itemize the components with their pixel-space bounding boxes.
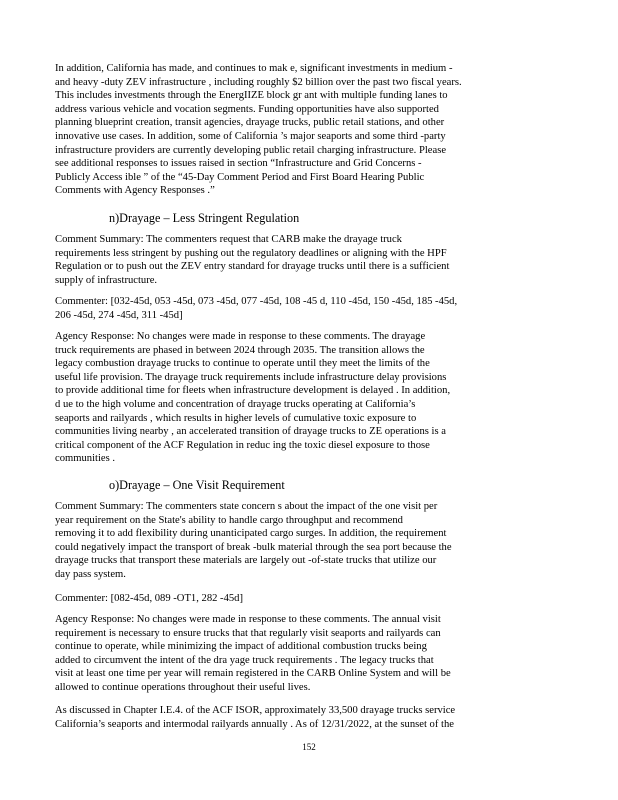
- text-line: added to circumvent the intent of the dra yage truck requirements . The legacy trucks that: [55, 654, 434, 666]
- text-line: seaports and railyards , which results in higher levels of cumulative toxic exposure to: [55, 412, 417, 424]
- text-line: 206 -45d, 274 -45d, 311 -45d]: [55, 309, 183, 321]
- commenter-list: [55, 592, 560, 606]
- text-line: legacy combustion drayage trucks to continue to operate until they meet the limits of the: [55, 358, 430, 370]
- text-line: and heavy -duty ZEV infrastructure , including roughly $2 billion over the past two fiscal years.: [55, 76, 462, 88]
- text-line: day pass system.: [55, 568, 126, 580]
- section-heading-drayage-less-stringent: n)Drayage – Less Stringent Regulation: [109, 211, 300, 225]
- text-line: useful life provision. The drayage truck requirements include infrastructure delay provisions: [55, 371, 447, 383]
- text-line: Comments with Agency Responses .”: [55, 185, 215, 197]
- text-line: address various vehicle and vocation segments. Funding opportunities have also supported: [55, 103, 439, 115]
- text-line: truck requirements are phased in between 2024 through 2035. The transition allows the: [55, 344, 425, 356]
- text-line: Commenter: [082-45d, 089 -OT1, 282 -45d]: [55, 593, 244, 604]
- text-line: requirement is necessary to ensure trucks that that regularly visit seaports and railyards can: [55, 627, 441, 639]
- text-line: planning blueprint creation, transit agencies, drayage trucks, public retail stations, and other: [55, 117, 445, 129]
- text-line: California’s seaports and intermodal railyards annually . As of 12/31/2022, at the sunset of the: [55, 718, 454, 730]
- text-line: Agency Response: No changes were made in response to these comments. The drayage: [55, 331, 426, 342]
- text-line: Comment Summary: The commenters state concern s about the impact of the one visit per: [55, 501, 438, 512]
- text-line: communities .: [55, 453, 116, 465]
- text-line: see additional responses to issues raised in section “Infrastructure and Grid Concerns -: [55, 158, 422, 170]
- text-line: Commenter: [032-45d, 053 -45d, 073 -45d, 077 -45d, 108 -45 d, 110 -45d, 150 -45d, 185 -45d,: [55, 296, 458, 307]
- text-line: d ue to the high volume and concentration of drayage trucks operating at California’s: [55, 398, 416, 410]
- agency-response-paragraph: [55, 613, 560, 695]
- agency-response-paragraph: [55, 330, 560, 466]
- text-line: drayage trucks that transport these materials are largely out -of-state trucks that utilize our: [55, 555, 437, 567]
- text-line: supply of infrastructure.: [55, 274, 158, 286]
- section-heading-drayage-one-visit: o)Drayage – One Visit Requirement: [109, 478, 285, 492]
- comment-summary-paragraph: [55, 233, 560, 287]
- text-line: communities living nearby , an accelerated transition of drayage trucks to ZE operations is a: [55, 426, 446, 438]
- text-line: infrastructure providers are currently developing public retail charging infrastructure. Please: [55, 144, 447, 156]
- text-line: continue to operate, while minimizing the impact of additional combustion trucks being: [55, 641, 427, 653]
- text-line: visit at least one time per year will remain registered in the CARB Online System and will be: [55, 668, 451, 680]
- text-line: Regulation or to push out the ZEV entry standard for drayage trucks until there is a sufficient: [55, 261, 450, 273]
- text-line: innovative use cases. In addition, some of California ’s major seaports and some third -party: [55, 130, 446, 142]
- text-line: As discussed in Chapter I.E.4. of the ACF ISOR, approximately 33,500 drayage trucks service: [55, 705, 456, 716]
- closing-paragraph: [55, 704, 560, 731]
- text-line: In addition, California has made, and continues to mak e, significant investments in medium -: [55, 63, 453, 74]
- text-line: Comment Summary: The commenters request that CARB make the drayage truck: [55, 234, 402, 245]
- text-line: Publicly Access ible ” of the “45-Day Comment Period and First Board Hearing Public: [55, 171, 425, 183]
- text-line: Agency Response: No changes were made in response to these comments. The annual visit: [55, 614, 441, 625]
- text-line: could negatively impact the transport of break -bulk material through the sea port because the: [55, 541, 452, 553]
- intro-paragraph: [55, 62, 560, 198]
- comment-summary-paragraph: [55, 500, 560, 582]
- commenter-list: [55, 295, 560, 322]
- text-line: removing it to add flexibility during unanticipated cargo surges. In addition, the requirement: [55, 528, 447, 540]
- text-line: This includes investments through the EnergIIZE block gr ant with multiple funding lanes to: [55, 90, 448, 102]
- text-line: to provide additional time for fleets when infrastructure development is delayed . In addition,: [55, 385, 451, 397]
- text-line: allowed to continue operations throughout their useful lives.: [55, 681, 311, 693]
- page-number: 152: [302, 742, 316, 752]
- text-line: year requirement on the State's ability to handle cargo throughput and recommend: [55, 514, 403, 526]
- text-line: critical component of the ACF Regulation in reduc ing the toxic diesel exposure to those: [55, 439, 430, 451]
- text-line: requirements less stringent by pushing out the regulatory deadlines or aligning with the HPF: [55, 247, 447, 259]
